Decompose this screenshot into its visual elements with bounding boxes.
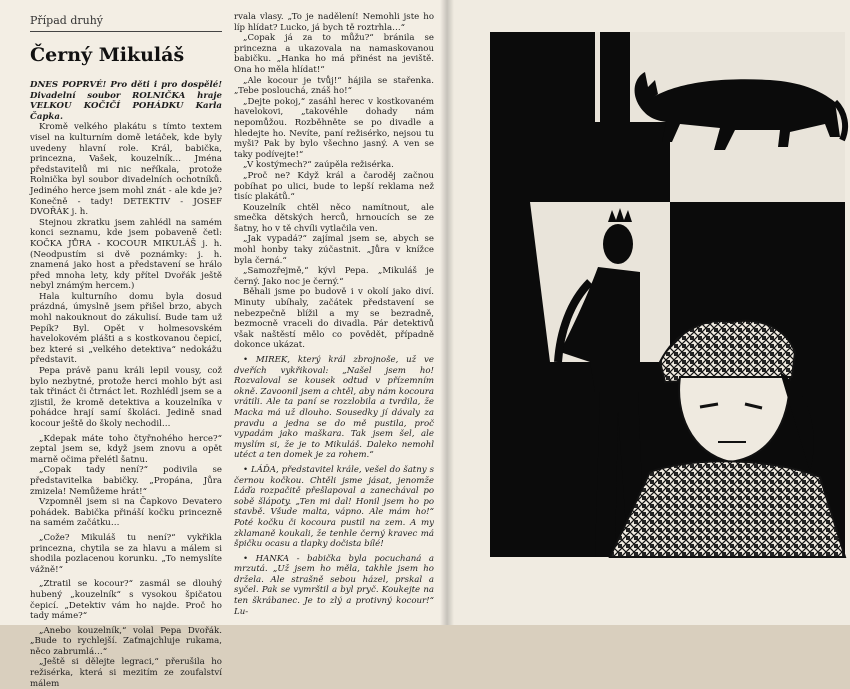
paragraph: Kouzelník chtěl něco namítnout, ale smečka dětských herců, hrnoucích se ze šatny, ho v tě chvíli vytlačila ven. <box>234 202 434 234</box>
paragraph: „Proč ne? Když král a čaroděj začnou pobíhat po ulici, bude to lepší reklama než tisíc plakátů.“ <box>234 170 434 203</box>
paragraph: Stejnou zkratku jsem zahlédl na samém konci seznamu, kde jsem pobaveně četl: KOČKA JŮRA - KOCOUR MIKULÁŠ j. h. (Neodpustím si dvě poznámky: j. h. znamená jako host a představení se hrálo před mnoha lety, kdy přítel Dvořák ještě nebyl známým hercem.) <box>30 217 222 292</box>
paragraph: Vzpomněl jsem si na Čapkovo Devatero pohádek. Babička přináší kočku princezně na samém začátku… <box>30 497 222 529</box>
paragraph: „Copak já za to můžu?“ bránila se princezna a ukazovala na namaskovanou babičku. „Hanka ho má přinést na jeviště. Ona ho měla hlídat!“ <box>234 33 434 75</box>
paragraph: „Samozřejmě,“ kývl Pepa. „Mikuláš je černý. Jako noc je černý.“ <box>234 266 434 287</box>
paragraph: Kromě velkého plakátu s tímto textem visel na kulturním domě letáček, kde byly uvedeny hlavní role. Král, babička, princezna, Vašek, kouzelník… Jména představitelů mi nic neříkala, protože Rolnička byl soubor divadelních ochotníků. Jediného herce jsem mohl znát - ale kde je? Konečně - tady! DETEKTIV - JOSEF DVOŘÁK j. h. <box>30 122 222 218</box>
illustration <box>490 32 845 557</box>
section-header: Případ druhý <box>30 14 103 27</box>
paragraph: Pepa právě panu králi lepil vousy, což bylo nezbytné, protože herci mohlo být asi tak třináct či čtrnáct let. Rozhlédl jsem se a zjistil, že kromě detektiva a kouzelníka v pohádce hrají samí školáci. Jedině snad kocour ještě do školy nechodil… <box>30 366 222 429</box>
paragraph: „Dejte pokoj,“ zasáhl herec v kostkovaném havelokovi, „takovéhle dohady nám nepomůžou. Rozběhněte se po divadle a hledejte ho. Nevíte, paní režisérko, nejsou tu myši? Pak by bylo všechno jasný. A ven se taky podívejte!“ <box>234 96 434 160</box>
paragraph: Hala kulturního domu byla dosud prázdná, úmyslně jsem přišel brzo, abych mohl nakouknout do zákulisí. Bude tam už Pepík? Byl. Opět v holmesovském havelokovém plášti a s kostkovanou čepicí, bez které si „velkého detektiva“ nedokážu představit. <box>30 291 222 366</box>
paragraph: rvala vlasy. „To je nadělení! Nemohli jste ho líp hlídat? Lucko, já bych tě roztrhla…“ <box>234 12 434 33</box>
paragraph: „Ještě si dělejte legraci,“ přerušila ho režisérka, která si mezitím ze zoufalství málem <box>30 657 222 689</box>
paragraph: „Ale kocour je tvůj!“ hájila se stařenka. „Tebe poslouchá, znáš ho!“ <box>234 75 434 97</box>
paragraph: „Copak tady není?“ podivila se představitelka babičky. „Propána, Jůra zmizela! Nemůžeme hrát!“ <box>30 465 222 497</box>
paragraph: „Cože? Mikuláš tu není?“ vykřikla princezna, chytila se za hlavu a málem si shodila pozlacenou korunku. „To nemyslíte vážně!“ <box>30 532 222 575</box>
testimony-paragraph: • MIREK, který král zbrojnoše, už ve dveřích vykřikoval: „Našel jsem ho! Rozvaloval se kousek odtud v přízemním okně. Zavoonil jsem a chtěl, aby nám kocoura vrátili. Ale ta paní se rozzlobila a tvrdila, že Macka má už dlouho. Sousedky jí dávaly za pravdu a jedna se do mě pustila, proč vypadám jako maškara. Tak jsem šel, ale myslím si, že je to Mikuláš. Daleko nemohl utéct a ten domek je za rohem.“ <box>234 355 434 461</box>
paragraph: „Kdepak máte toho čtyřnohého herce?“ zeptal jsem se, když jsem znovu a opět marně očima přelétl šatnu. <box>30 433 222 465</box>
paragraph: Běhali jsme po budově i v okolí jako diví. Minuty ubíhaly, začátek představení se nebezpečně blížil a my se bezradně, bezmocně vraceli do divadla. Pár detektivů však naštěstí mělo co povědět, případně dokonce ukázat. <box>234 287 434 351</box>
middle-column <box>234 12 434 620</box>
header-rule <box>30 31 222 32</box>
paragraph: „V kostýmech?“ zaúpěla režisérka. <box>243 160 394 171</box>
testimony-paragraph: • LÁĎA, představitel krále, vešel do šatny s černou kočkou. Chtěli jsme jásat, jenomže Láďa rozpačitě přešlapoval a zanechával po sobě šlápoty. „Ten mi dal! Honil jsem ho po stavbě. Všude malta, vápno. Ale mám ho!“ Poté kočku či kocoura pustil na zem. A my zklamaně koukali, že tenhle černý kravec má špičku ocasu a tlapky dočista bílé! <box>234 464 434 550</box>
paragraph: „Anebo kouzelník,“ volal Pepa Dvořák. „Bude to rychlejší. Zaťmajchluje rukama, něco zabrumlá…“ <box>30 625 222 657</box>
testimony-paragraph: • HANKA - babička byla pocuchaná a mrzutá. „Už jsem ho měla, takhle jsem ho držela. Ale strašně sebou házel, prskal a syčel. Pak se vymrštil a byl pryč. Koukejte na ten škrábanec. Je to zlý a protivný kocour!“ Lu- <box>234 553 434 617</box>
left-column <box>30 80 222 689</box>
book-gutter <box>440 0 454 625</box>
chapter-title: Černý Mikuláš <box>30 44 185 66</box>
window-frame <box>600 32 630 127</box>
paragraph: „Jak vypadá?“ zajímal jsem se, abych se mohl honby taky zúčastnit. „Jůra v knížce byla černá.“ <box>234 234 434 266</box>
lead-paragraph: DNES POPRVÉ! Pro děti i pro dospělé! Divadelní soubor ROLNIČKA hraje VELKOU KOČIČÍ POHÁDKU Karla Čapka. <box>30 80 222 122</box>
paragraph: „Ztratil se kocour?“ zasmál se dlouhý hubený „kouzelník“ s vysokou špičatou čepicí. „Detektiv vám ho najde. Proč ho tady máme?“ <box>30 579 222 622</box>
